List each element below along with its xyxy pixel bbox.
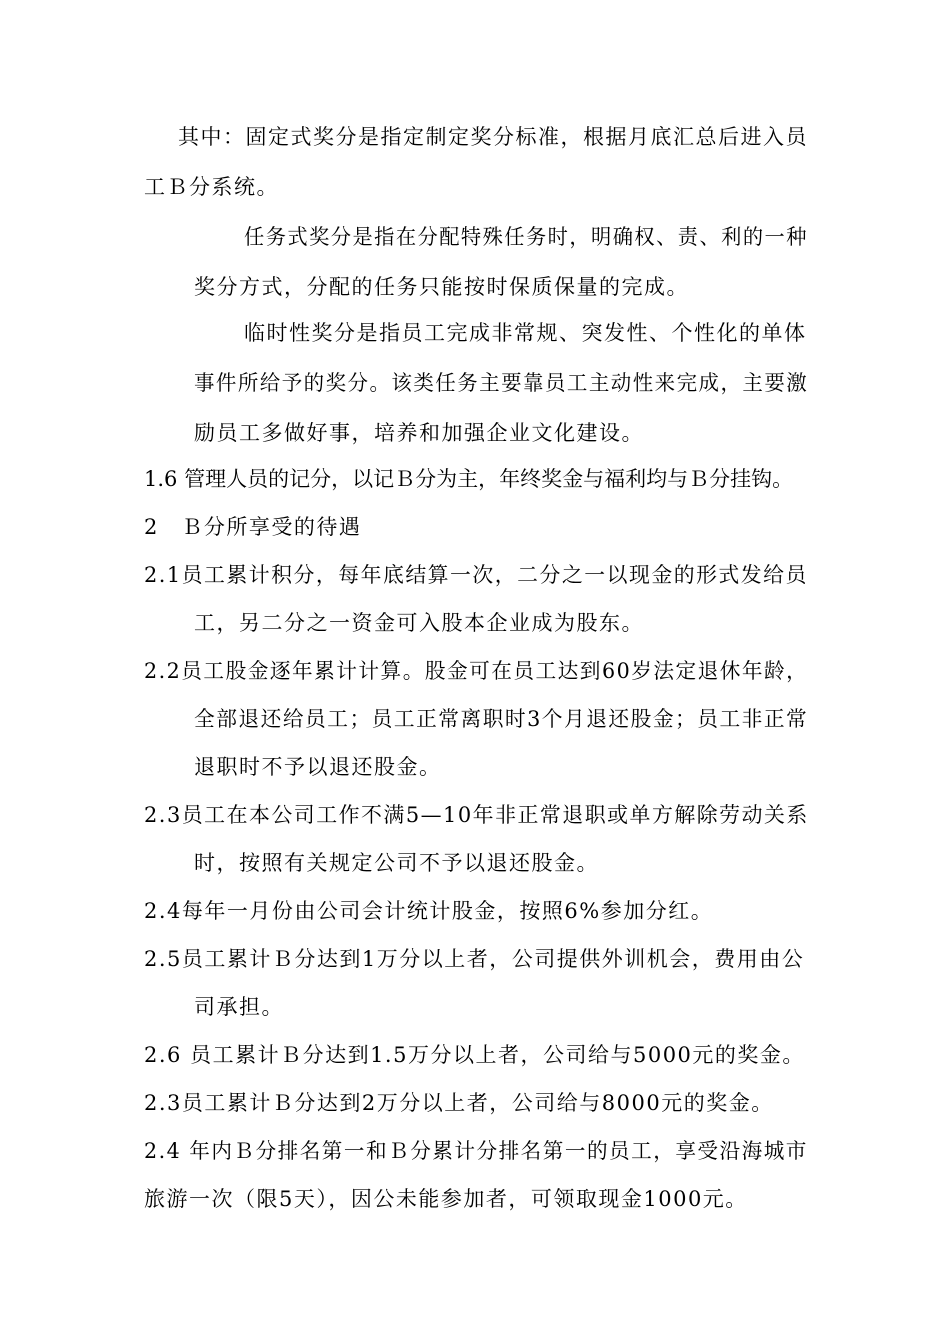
text-line: 全部退还给员工；员工正常离职时3个月退还股金；员工非正常 xyxy=(194,707,809,731)
text-line: 旅游一次（限5天），因公未能参加者，可领取现金1000元。 xyxy=(144,1187,748,1211)
text-line: 2 Ｂ分所享受的待遇 xyxy=(144,515,362,539)
text-line: 2.4每年一月份由公司会计统计股金，按照6%参加分红。 xyxy=(144,899,714,923)
text-line: 工，另二分之一资金可入股本企业成为股东。 xyxy=(194,611,644,635)
text-line: 2.4 年内Ｂ分排名第一和Ｂ分累计分排名第一的员工，享受沿海城市 xyxy=(144,1139,808,1163)
text-line: 时，按照有关规定公司不予以退还股金。 xyxy=(194,851,599,875)
text-line: 2.3员工累计Ｂ分达到2万分以上者，公司给与8000元的奖金。 xyxy=(144,1091,774,1115)
text-line: 事件所给予的奖分。该类任务主要靠员工主动性来完成，主要激 xyxy=(194,371,809,395)
text-line: 奖分方式，分配的任务只能按时保质保量的完成。 xyxy=(194,275,689,299)
text-line: 任务式奖分是指在分配特殊任务时，明确权、责、利的一种 xyxy=(244,225,808,249)
text-line: 工Ｂ分系统。 xyxy=(144,175,279,199)
text-line: 临时性奖分是指员工完成非常规、突发性、个性化的单体 xyxy=(244,321,807,345)
text-line: 司承担。 xyxy=(194,995,284,1019)
text-line: 2.5员工累计Ｂ分达到1万分以上者，公司提供外训机会，费用由公 xyxy=(144,947,805,971)
text-line: 1.6 管理人员的记分，以记Ｂ分为主，年终奖金与福利均与Ｂ分挂钩。 xyxy=(144,467,794,491)
text-line: 2.6 员工累计Ｂ分达到1.5万分以上者，公司给与5000元的奖金。 xyxy=(144,1043,805,1067)
text-line: 2.1员工累计积分，每年底结算一次，二分之一以现金的形式发给员 xyxy=(144,563,808,587)
text-line: 其中：固定式奖分是指定制定奖分标准，根据月底汇总后进入员 xyxy=(178,125,808,149)
text-line: 2.2员工股金逐年累计计算。股金可在员工达到60岁法定退休年龄， xyxy=(144,659,809,683)
text-line: 励员工多做好事，培养和加强企业文化建设。 xyxy=(194,421,644,445)
text-line: 退职时不予以退还股金。 xyxy=(194,755,442,779)
text-line: 2.3员工在本公司工作不满5—10年非正常退职或单方解除劳动关系 xyxy=(144,803,809,827)
